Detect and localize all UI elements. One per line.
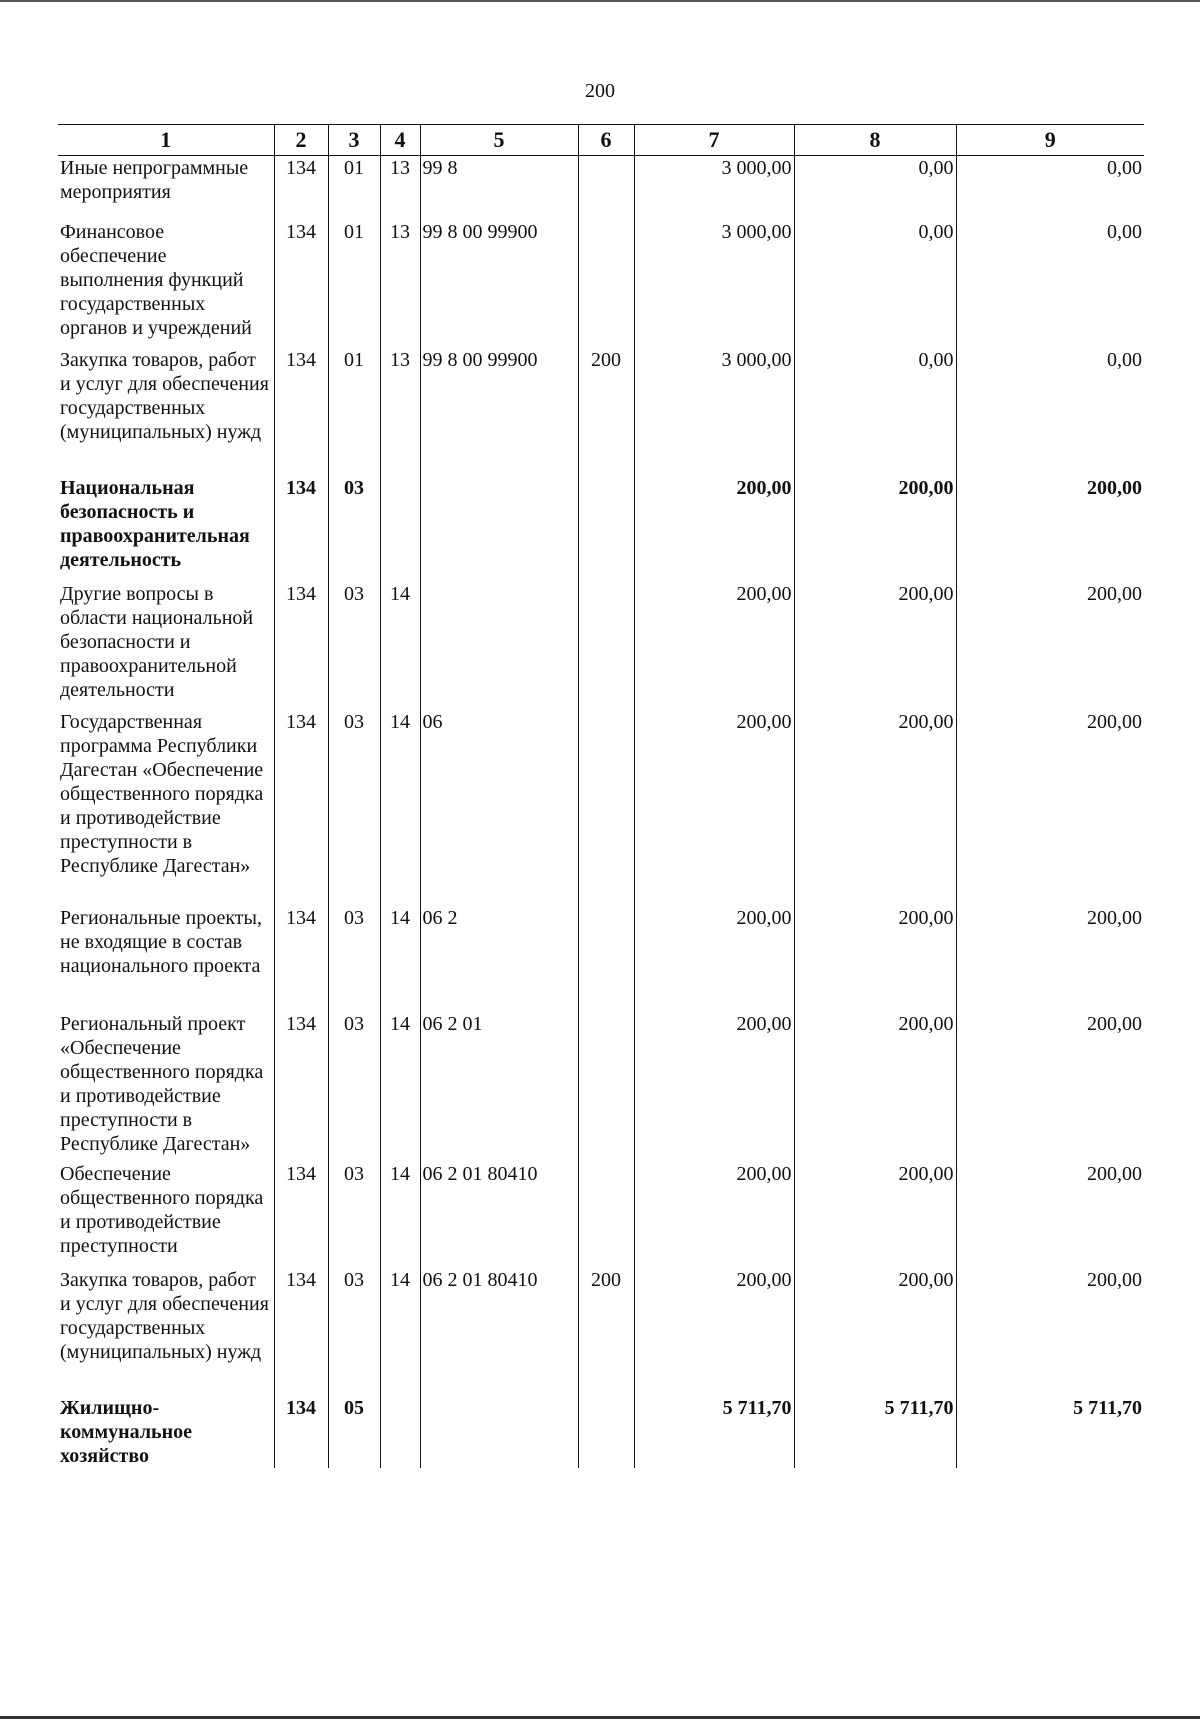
table-row [58,220,1144,348]
row-amount-col9: 200,00 [956,1012,1144,1162]
table-row [58,710,1144,906]
row-expense-type [578,582,634,710]
row-name: Закупка товаров, работ и услуг для обеспечения государственных (муниципальных) нужд [60,1268,269,1363]
row-amount-col7: 3 000,00 [634,220,794,348]
row-name: Региональный проект «Обеспечение общественного порядка и противодействие преступности в Республике Дагестан» [60,1012,264,1155]
header-col-2: 2 [274,125,328,156]
row-section: 01 [328,156,380,220]
header-col-7: 7 [634,125,794,156]
row-target-article: 06 [420,710,578,906]
scan-edge-bottom [0,1716,1200,1719]
row-section: 03 [328,710,380,906]
row-target-article: 99 8 [420,156,578,220]
row-admin-code: 134 [274,348,328,476]
row-target-article: 06 2 01 80410 [420,1268,578,1396]
row-section: 01 [328,220,380,348]
table-row [58,476,1144,582]
row-admin-code: 134 [274,1012,328,1162]
row-target-article: 99 8 00 99900 [420,220,578,348]
row-amount-col9: 200,00 [956,906,1144,1012]
header-col-9: 9 [956,125,1144,156]
row-section: 03 [328,476,380,582]
row-amount-col7: 200,00 [634,1012,794,1162]
row-target-article [420,1396,578,1468]
table-row [58,906,1144,1012]
row-subsection [380,476,420,582]
row-subsection: 14 [380,582,420,710]
row-amount-col7: 200,00 [634,1162,794,1268]
row-amount-col7: 200,00 [634,582,794,710]
row-admin-code: 134 [274,582,328,710]
row-target-article: 06 2 01 [420,1012,578,1162]
row-admin-code: 134 [274,1268,328,1396]
row-amount-col8: 200,00 [794,906,956,1012]
row-section: 03 [328,906,380,1012]
row-amount-col7: 3 000,00 [634,348,794,476]
row-subsection: 14 [380,1012,420,1162]
row-amount-col7: 3 000,00 [634,156,794,220]
row-subsection: 13 [380,220,420,348]
row-amount-col9: 200,00 [956,1162,1144,1268]
row-amount-col8: 200,00 [794,1268,956,1396]
row-amount-col7: 5 711,70 [634,1396,794,1468]
row-amount-col9: 200,00 [956,582,1144,710]
row-name: Другие вопросы в области национальной безопасности и правоохранительной деятельности [60,582,254,701]
row-amount-col9: 200,00 [956,1268,1144,1396]
table-row [58,156,1144,220]
row-expense-type [578,1012,634,1162]
row-amount-col9: 0,00 [956,220,1144,348]
page-number: 200 [585,80,615,102]
row-admin-code: 134 [274,1162,328,1268]
row-target-article: 06 2 [420,906,578,1012]
row-admin-code: 134 [274,906,328,1012]
row-amount-col8: 200,00 [794,1012,956,1162]
row-target-article [420,582,578,710]
row-admin-code: 134 [274,1396,328,1468]
header-row [58,125,1144,156]
row-expense-type [578,476,634,582]
row-expense-type [578,1162,634,1268]
header-col-3: 3 [328,125,380,156]
row-subsection: 13 [380,348,420,476]
table-row [58,1162,1144,1268]
table-row [58,582,1144,710]
row-amount-col9: 0,00 [956,348,1144,476]
row-section: 05 [328,1396,380,1468]
row-expense-type [578,710,634,906]
row-amount-col8: 200,00 [794,710,956,906]
row-amount-col9: 200,00 [956,476,1144,582]
table-body [58,156,1144,1468]
row-name: Финансовое обеспечение выполнения функций государственных органов и учреждений [60,220,252,339]
row-subsection: 14 [380,1162,420,1268]
row-section: 03 [328,1162,380,1268]
row-name: Иные непрограммные мероприятия [60,157,249,203]
row-expense-type [578,156,634,220]
row-admin-code: 134 [274,156,328,220]
row-amount-col9: 5 711,70 [956,1396,1144,1468]
row-target-article [420,476,578,582]
row-amount-col7: 200,00 [634,1268,794,1396]
row-name: Государственная программа Республики Дагестан «Обеспечение общественного порядка и противодействие преступности в Республике Дагестан» [60,710,264,877]
row-name: Обеспечение общественного порядка и противодействие преступности [60,1162,264,1257]
row-name: Закупка товаров, работ и услуг для обеспечения государственных (муниципальных) нужд [60,348,269,443]
header-col-1: 1 [58,125,274,156]
scan-edge-top [0,0,1200,2]
row-expense-type: 200 [578,348,634,476]
row-name: Национальная безопасность и правоохранительная деятельность [60,476,250,571]
row-amount-col8: 200,00 [794,476,956,582]
row-admin-code: 134 [274,476,328,582]
row-expense-type [578,906,634,1012]
table-row [58,1268,1144,1396]
row-amount-col8: 0,00 [794,156,956,220]
row-expense-type [578,220,634,348]
row-section: 03 [328,582,380,710]
row-amount-col9: 0,00 [956,156,1144,220]
row-amount-col8: 200,00 [794,1162,956,1268]
row-section: 03 [328,1012,380,1162]
row-section: 01 [328,348,380,476]
row-target-article: 06 2 01 80410 [420,1162,578,1268]
row-subsection: 14 [380,1268,420,1396]
row-amount-col8: 200,00 [794,582,956,710]
row-admin-code: 134 [274,710,328,906]
row-amount-col8: 5 711,70 [794,1396,956,1468]
row-name: Жилищно-коммунальное хозяйство [60,1396,193,1467]
row-subsection: 13 [380,156,420,220]
row-amount-col7: 200,00 [634,476,794,582]
row-expense-type [578,1396,634,1468]
row-subsection [380,1396,420,1468]
table-row [58,1396,1144,1468]
row-amount-col9: 200,00 [956,710,1144,906]
row-admin-code: 134 [274,220,328,348]
row-amount-col8: 0,00 [794,220,956,348]
row-amount-col7: 200,00 [634,710,794,906]
table-row [58,348,1144,476]
header-col-5: 5 [420,125,578,156]
row-expense-type: 200 [578,1268,634,1396]
budget-table [58,124,1144,1468]
header-col-8: 8 [794,125,956,156]
header-col-4: 4 [380,125,420,156]
row-amount-col7: 200,00 [634,906,794,1012]
header-col-6: 6 [578,125,634,156]
row-target-article: 99 8 00 99900 [420,348,578,476]
row-amount-col8: 0,00 [794,348,956,476]
row-section: 03 [328,1268,380,1396]
row-name: Региональные проекты, не входящие в состав национального проекта [60,906,262,977]
row-subsection: 14 [380,710,420,906]
table-row [58,1012,1144,1162]
row-subsection: 14 [380,906,420,1012]
table-header [58,125,1144,156]
